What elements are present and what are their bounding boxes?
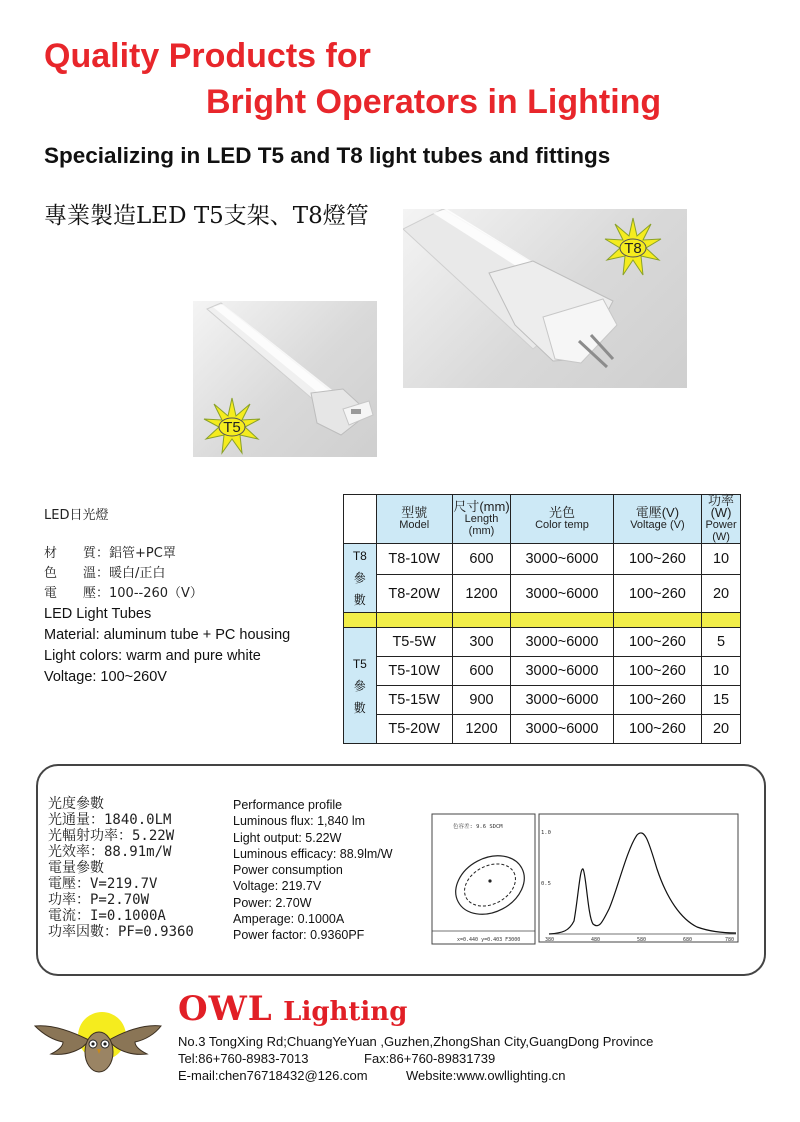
perf-cn-line: 功率因數：PF=0.9360 (48, 924, 194, 940)
perf-en-line: Light output: 5.22W (233, 830, 342, 845)
perf-en-line: Luminous flux: 1,840 lm (233, 814, 366, 829)
perf-cn-line: 光效率：88.91m/W (48, 844, 172, 860)
subtitle-cn: 專業製造LED T5支架、T8燈管 (44, 203, 369, 229)
title-line-1: Quality Products for (44, 37, 371, 75)
company-email: E-mail:chen76718432@126.com (178, 1068, 368, 1083)
table-row (344, 686, 741, 715)
t5-badge (203, 397, 261, 455)
description-en-line: Voltage: 100~260V (44, 669, 167, 685)
table-header-cell: 尺寸(mm) Length (mm) (452, 495, 511, 544)
description-cn-row (44, 544, 334, 564)
cie-label: 色容差: 9.6 SDCM (453, 824, 503, 830)
table-row (344, 628, 741, 657)
spec-label: 色 溫： (44, 566, 110, 581)
spectrum-x-tick: 680 (683, 937, 693, 943)
perf-cn-line: 電壓：V=219.7V (48, 876, 158, 892)
cie-point (488, 879, 491, 882)
table-cell: 20 (702, 575, 741, 613)
table-cell: 100~260 (613, 686, 701, 715)
spectrum-y-tick: 1.0 (541, 830, 551, 836)
perf-cn-line: 電量參數 (48, 860, 104, 876)
table-cell: 5 (702, 628, 741, 657)
table-cell: 300 (452, 628, 511, 657)
table-header-cell: 型號 Model (376, 495, 452, 544)
performance-en (233, 797, 433, 944)
table-cell: 3000~6000 (511, 686, 613, 715)
table-row (344, 544, 741, 575)
performance-cn (48, 796, 228, 940)
perf-en-line: Power: 2.70W (233, 895, 312, 910)
description-cn-row (44, 584, 334, 604)
table-cell: 600 (452, 657, 511, 686)
table-cell: T8-10W (376, 544, 452, 575)
t8-badge (603, 217, 663, 277)
spectrum-x-tick: 380 (545, 937, 555, 943)
company-tel: Tel:86+760-8983-7013 (178, 1051, 309, 1066)
product-description (44, 506, 334, 688)
table-cell: 10 (702, 657, 741, 686)
description-cn-title: LED日光燈 (44, 508, 109, 523)
perf-en-line: Luminous efficacy: 88.9lm/W (233, 846, 393, 861)
spec-label: 電 壓： (44, 586, 110, 601)
table-cell: 3000~6000 (511, 657, 613, 686)
spec-value: 100--260（V） (109, 586, 203, 601)
table-cell: 100~260 (613, 715, 701, 744)
table-row (344, 715, 741, 744)
t5-tube-photo (193, 301, 377, 457)
table-cell: T5-10W (376, 657, 452, 686)
table-cell: 3000~6000 (511, 575, 613, 613)
description-en-title: LED Light Tubes (44, 606, 152, 622)
description-en-line: Light colors: warm and pure white (44, 648, 261, 664)
title-line-2: Bright Operators in Lighting (206, 83, 662, 121)
table-cell: 3000~6000 (511, 628, 613, 657)
perf-cn-line: 電流：I=0.1000A (48, 908, 166, 924)
company-name-lighting: Lighting (283, 997, 408, 1027)
table-cell: T5-5W (376, 628, 452, 657)
t8-badge-label: T8 (624, 240, 642, 257)
table-cell: 100~260 (613, 544, 701, 575)
table-cell: 15 (702, 686, 741, 715)
table-cell: 3000~6000 (511, 715, 613, 744)
company-address: No.3 TongXing Rd;ChuangYeYuan ,Guzhen,ZhongShan City,GuangDong Province (178, 1034, 654, 1049)
company-contact (178, 1033, 758, 1084)
table-cell: 10 (702, 544, 741, 575)
spectrum-x-tick: 580 (637, 937, 647, 943)
t8-tube-photo (403, 209, 687, 388)
company-fax: Fax:86+760-89831739 (364, 1051, 496, 1066)
spec-value: 暖白/正白 (109, 566, 166, 581)
spec-value: 鋁管+PC罩 (109, 546, 176, 561)
table-cell: 100~260 (613, 657, 701, 686)
t8-group-label: T8參數 (344, 544, 377, 613)
owl-logo (33, 1006, 163, 1086)
table-cell: 1200 (452, 575, 511, 613)
table-cell: 100~260 (613, 628, 701, 657)
description-en-line: Material: aluminum tube + PC housing (44, 627, 291, 643)
table-cell: 1200 (452, 715, 511, 744)
table-cell: 100~260 (613, 575, 701, 613)
perf-cn-line: 光通量：1840.0LM (48, 812, 172, 828)
perf-cn-line: 光度參數 (48, 796, 104, 812)
table-row (344, 575, 741, 613)
table-cell: 900 (452, 686, 511, 715)
t5-group-label: T5參數 (344, 628, 377, 744)
perf-en-line: Performance profile (233, 798, 343, 812)
spectrum-x-tick: 480 (591, 937, 601, 943)
measurement-charts (431, 813, 740, 947)
table-row (344, 657, 741, 686)
spectrum-x-tick: 780 (725, 937, 735, 943)
subtitle: Specializing in LED T5 and T8 light tubes and fittings (44, 143, 611, 168)
table-header-cell: 電壓(V) Voltage (V) (613, 495, 701, 544)
cie-panel (432, 814, 535, 944)
company-name-owl: OWL (178, 989, 273, 1029)
table-cell: T8-20W (376, 575, 452, 613)
table-cell: 20 (702, 715, 741, 744)
description-cn-row (44, 564, 334, 584)
table-cell: T5-20W (376, 715, 452, 744)
table-divider-row (344, 613, 741, 628)
table-header-row (344, 495, 741, 544)
table-corner (344, 495, 377, 544)
perf-cn-line: 光輻射功率：5.22W (48, 828, 175, 844)
company-name (178, 989, 407, 1029)
cie-footer: x=0.440 y=0.403 F3000 (457, 937, 521, 943)
spectrum-y-tick: 0.5 (541, 881, 551, 887)
table-header-cell: 功率(W) Power (W) (702, 495, 741, 544)
perf-en-line: Amperage: 0.1000A (233, 912, 345, 927)
table-cell: 600 (452, 544, 511, 575)
spec-label: 材 質： (44, 546, 110, 561)
t5-badge-label: T5 (223, 419, 241, 436)
table-header-cell: 光色 Color temp (511, 495, 613, 544)
spec-table (343, 494, 741, 744)
perf-cn-line: 功率：P=2.70W (48, 892, 150, 908)
perf-en-line: Power consumption (233, 863, 343, 878)
perf-en-line: Voltage: 219.7V (233, 879, 322, 894)
company-website[interactable]: Website:www.owllighting.cn (406, 1068, 566, 1083)
table-cell: T5-15W (376, 686, 452, 715)
table-cell: 3000~6000 (511, 544, 613, 575)
perf-en-line: Power factor: 0.9360PF (233, 928, 365, 943)
